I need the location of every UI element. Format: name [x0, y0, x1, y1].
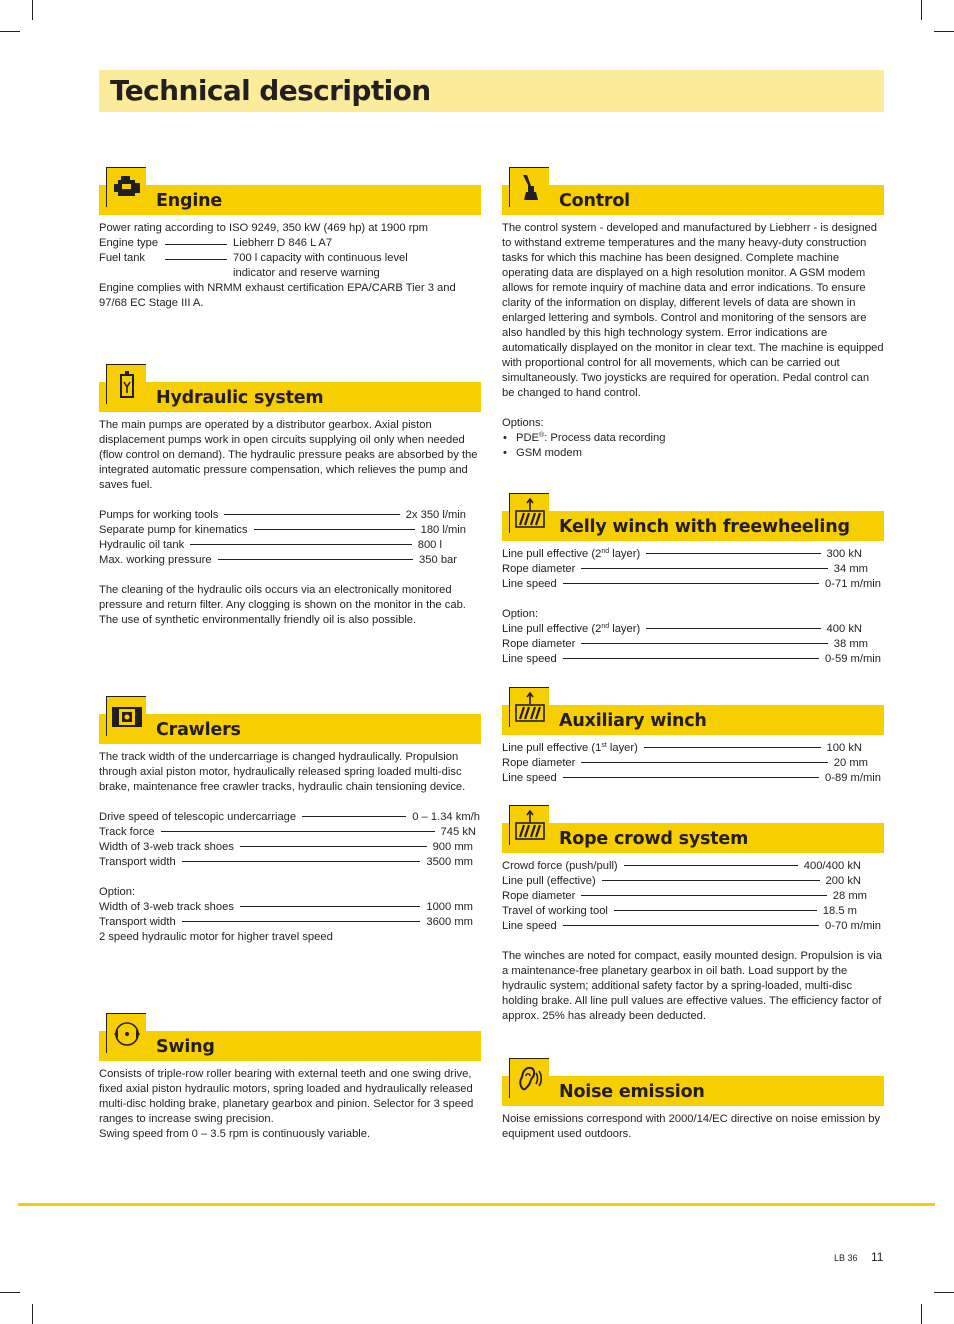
spec-row: Separate pump for kinematics 180 l/min	[99, 524, 466, 536]
spec-row: Track force 745 kN	[99, 826, 476, 838]
hydraulic-cylinder-icon	[106, 364, 146, 404]
title-bar	[99, 70, 884, 112]
page-title: Technical description	[110, 74, 431, 107]
footer-rule	[18, 1203, 935, 1206]
section-title: Swing	[156, 1037, 215, 1057]
section-header	[502, 511, 884, 541]
hydraulic-section	[99, 382, 481, 628]
rope-crowd-text: The winches are noted for compact, easily mounted design. Propulsion is via a maintenance-free planetary gearbox in oil bath. Load support by the hydraulic system; additional safety factor by a spring-loaded, multi-disc holding brake. All line pull values are effective values. The efficiency factor of approx. 25% has already been deducted.	[502, 950, 882, 1022]
crop-mark	[921, 0, 922, 20]
spec-row: Line pull effective (1st layer) 100 kN	[502, 742, 862, 754]
section-body	[502, 1106, 884, 1142]
section-header	[99, 1031, 481, 1061]
spec-row: Rope diameter 20 mm	[502, 757, 868, 769]
noise-section	[502, 1076, 884, 1142]
section-header	[502, 823, 884, 853]
section-header	[99, 714, 481, 744]
spec-row: Transport width 3600 mm	[99, 916, 473, 928]
rope-crowd-section	[502, 823, 884, 1024]
section-body	[99, 1061, 481, 1142]
options-label: Options:	[502, 417, 544, 429]
fuel-tank-row: Fuel tank 700 l capacity with continuous level indicator and reserve warning	[99, 252, 408, 279]
crop-mark	[0, 1292, 20, 1293]
engine-icon	[106, 167, 146, 207]
crop-mark	[32, 1304, 33, 1324]
section-body	[502, 735, 884, 786]
section-body	[502, 541, 884, 667]
swing-speed: Swing speed from 0 – 3.5 rpm is continuously variable.	[99, 1128, 371, 1140]
spec-row: Line pull (effective) 200 kN	[502, 875, 861, 887]
section-header	[502, 705, 884, 735]
spec-row: Hydraulic oil tank 800 l	[99, 539, 442, 551]
page-number: 11	[871, 1250, 884, 1264]
spec-row: Line speed 0-71 m/min	[502, 578, 881, 590]
option-note: 2 speed hydraulic motor for higher travel speed	[99, 931, 333, 943]
section-body	[99, 412, 481, 628]
section-body	[502, 853, 884, 1024]
winch-icon	[509, 493, 549, 533]
swing-text: Consists of triple-row roller bearing with external teeth and one swing drive, fixed axial piston hydraulic motors, spring loaded and hydraulically released multi-disc holding brake, planetary gearbox and pinion. Selector for 3 speed ranges to increase swing precision.	[99, 1068, 474, 1125]
spec-row: Pumps for working tools 2x 350 l/min	[99, 509, 466, 521]
section-body	[99, 215, 481, 311]
spec-row: Rope diameter 34 mm	[502, 563, 868, 575]
auxiliary-winch-section	[502, 705, 884, 786]
section-title: Noise emission	[559, 1082, 705, 1102]
hydraulic-specs	[99, 508, 481, 568]
section-body	[502, 215, 884, 461]
crawlers-intro: The track width of the undercarriage is changed hydraulically. Propulsion through axial piston motor, hydraulically released spring loaded multi-disc brake, maintenance free crawler tracks, hydraulic chain tensioning device.	[99, 751, 466, 793]
spec-row: Rope diameter 28 mm	[502, 890, 867, 902]
hydraulic-outro: The cleaning of the hydraulic oils occurs via an electronically monitored pressure and return filter. Any clogging is shown on the monitor in the cab. The use of synthetic environmentally friendly oil is also possible.	[99, 584, 466, 626]
control-text: The control system - developed and manufactured by Liebherr - is designed to withstand extreme temperatures and the many heavy-duty construction tasks for which this machine has been designed. Complete machine operating data are displayed on a high resolution monitor. A GSM modem allows for remote inquiry of machine data and error indications. To ensure clarity of the information on display, different levels of data are shown in enlarged lettering and symbols. Control and monitoring of the sensors are also handled by this high technology system. Error indications are automatically displayed on the monitor in clear text. The machine is equipped with proportional control for all movements, which can be carried out simultaneously. Two joysticks are required for operation. Pedal control can be changed to hand control.	[502, 222, 884, 399]
spec-row: Line pull effective (2nd layer) 400 kN	[502, 623, 862, 635]
spec-row: Rope diameter 38 mm	[502, 638, 868, 650]
engine-intro: Power rating according to ISO 9249, 350 kW (469 hp) at 1900 rpm	[99, 222, 428, 234]
spec-row: Width of 3-web track shoes 1000 mm	[99, 901, 473, 913]
section-title: Crawlers	[156, 720, 241, 740]
list-item: • PDE®: Process data recording	[502, 431, 884, 446]
crop-mark	[934, 31, 954, 32]
spec-row: Line speed 0-89 m/min	[502, 772, 881, 784]
joystick-icon	[509, 167, 549, 207]
section-title: Control	[559, 191, 630, 211]
swing-section	[99, 1031, 481, 1142]
engine-type-row: Engine type Liebherr D 846 L A7	[99, 237, 333, 249]
option-label: Option:	[502, 608, 539, 620]
crawlers-section	[99, 714, 481, 945]
control-section	[502, 185, 884, 461]
section-title: Auxiliary winch	[559, 711, 707, 731]
spec-row: Max. working pressure 350 bar	[99, 554, 457, 566]
section-title: Engine	[156, 191, 223, 211]
section-header	[502, 185, 884, 215]
spec-row: Travel of working tool 18.5 m	[502, 905, 857, 917]
kelly-winch-section	[502, 511, 884, 667]
options-list	[502, 431, 884, 461]
section-header	[502, 1076, 884, 1106]
document-code: LB 36	[834, 1253, 858, 1263]
winch-icon	[509, 805, 549, 845]
crawlers-specs	[99, 810, 481, 870]
ear-icon	[509, 1058, 549, 1098]
section-title: Rope crowd system	[559, 829, 749, 849]
swing-rotation-icon	[106, 1013, 146, 1053]
spec-row: Width of 3-web track shoes 900 mm	[99, 841, 473, 853]
section-header	[99, 185, 481, 215]
crop-mark	[934, 1292, 954, 1293]
engine-section	[99, 185, 481, 311]
crop-mark	[0, 31, 20, 32]
spec-row: Line speed 0-59 m/min	[502, 653, 881, 665]
list-item: • GSM modem	[502, 446, 884, 461]
noise-text: Noise emissions correspond with 2000/14/EC directive on noise emission by equipment used outdoors.	[502, 1113, 881, 1140]
option-label: Option:	[99, 886, 136, 898]
section-header	[99, 382, 481, 412]
engine-compliance: Engine complies with NRMM exhaust certification EPA/CARB Tier 3 and 97/68 EC Stage III A.	[99, 282, 456, 309]
crop-mark	[32, 0, 33, 20]
crawler-track-icon	[106, 696, 146, 736]
spec-row: Line pull effective (2nd layer) 300 kN	[502, 548, 862, 560]
spec-row: Drive speed of telescopic undercarriage 0 – 1.34 km/h	[99, 811, 480, 823]
section-title: Kelly winch with freewheeling	[559, 517, 850, 537]
winch-icon	[509, 687, 549, 727]
section-body	[99, 744, 481, 945]
spec-row: Crowd force (push/pull) 400/400 kN	[502, 860, 861, 872]
spec-row: Transport width 3500 mm	[99, 856, 473, 868]
hydraulic-intro: The main pumps are operated by a distributor gearbox. Axial piston displacement pumps work in open circuits supplying oil only when needed (flow control on demand). The hydraulic pressure peaks are absorbed by the integrated automatic pressure compensation, which relieves the pump and saves fuel.	[99, 419, 478, 491]
section-title: Hydraulic system	[156, 388, 324, 408]
spec-row: Line speed 0-70 m/min	[502, 920, 881, 932]
crop-mark	[921, 1304, 922, 1324]
